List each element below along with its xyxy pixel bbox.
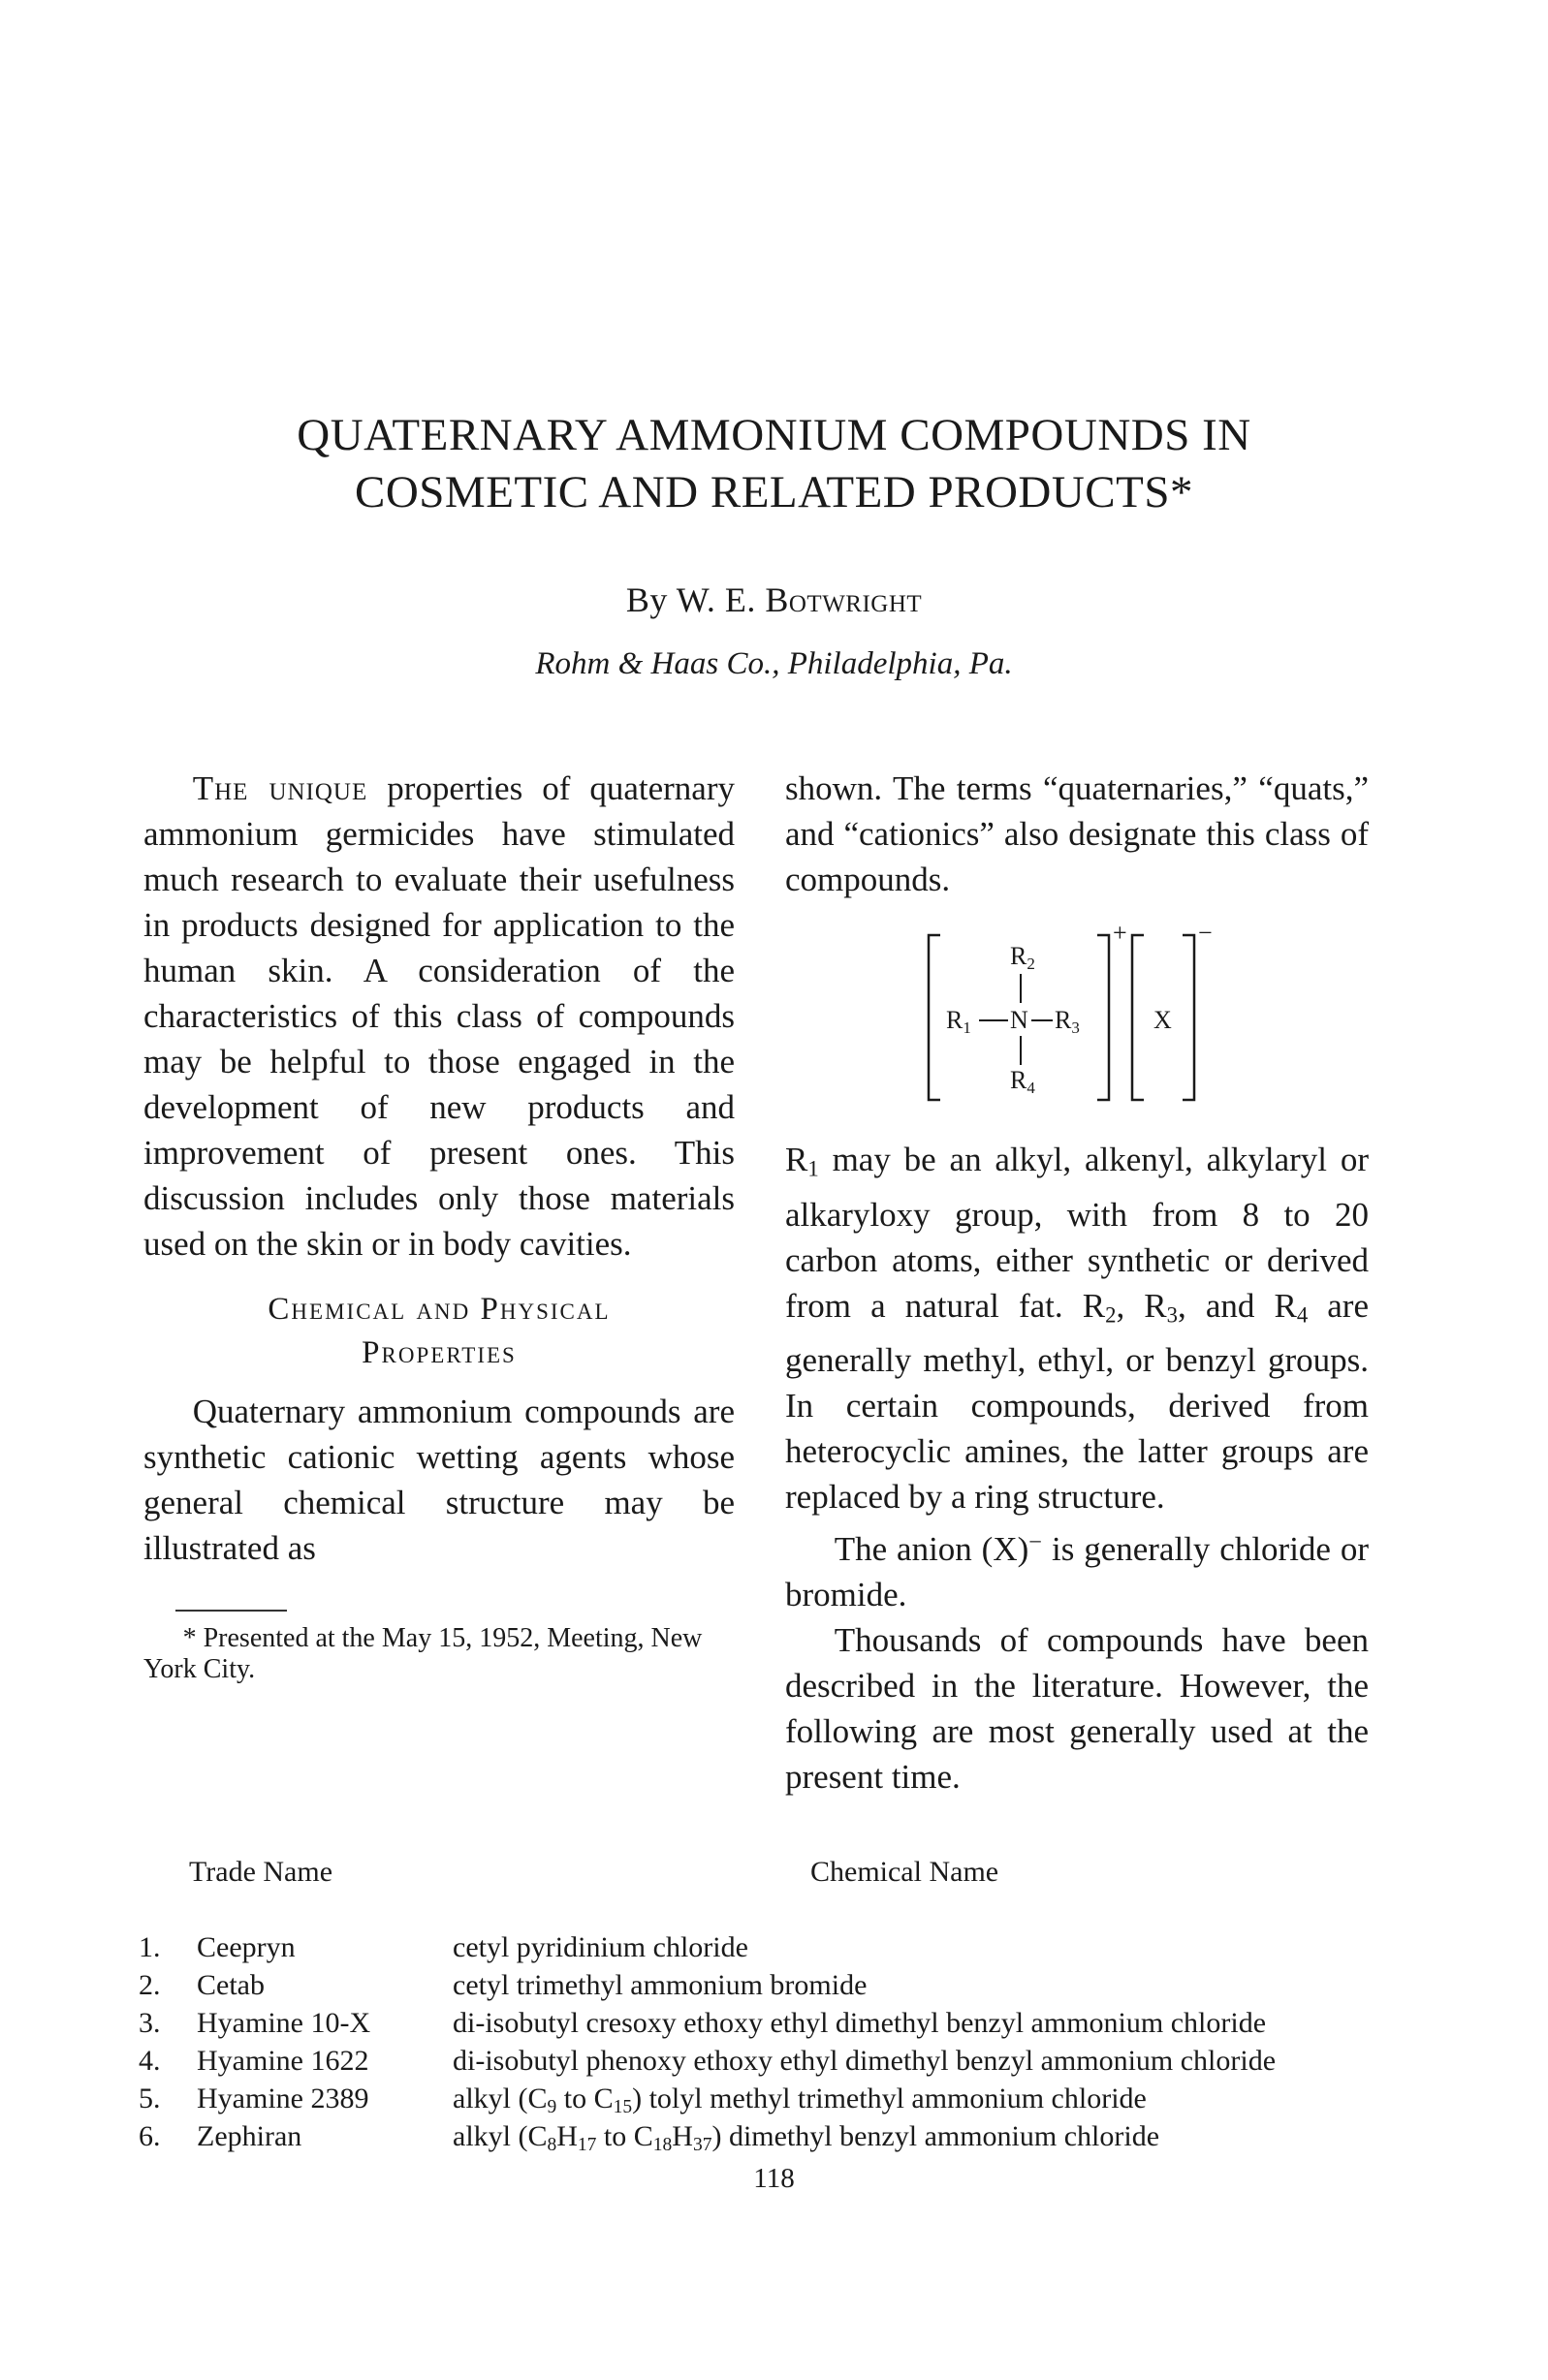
anion-label: X <box>1153 1006 1172 1034</box>
cation-charge: + <box>1113 920 1127 947</box>
header-chemical-name: Chemical Name <box>810 1856 999 1888</box>
r1-text: R <box>785 1141 808 1178</box>
terms-paragraph: shown. The terms “quaternaries,” “quats,” and “cationics” also designate this class of compounds. <box>785 769 1369 898</box>
table-row <box>0 2042 1548 2080</box>
author-name: Botwright <box>765 580 923 619</box>
r3-label: R3 <box>1055 1006 1080 1037</box>
table-row <box>0 1966 1548 2004</box>
chemical-name: alkyl ($C_9$ to $C_{15}$) tolyl methyl trimethyl ammonium chloride <box>453 2082 1147 2117</box>
table-row <box>0 2117 1548 2155</box>
substituents-paragraph <box>785 1137 1369 1519</box>
r4-label: R4 <box>1010 1066 1035 1097</box>
trade-name: Hyamine 1622 <box>197 2045 369 2077</box>
r2-sub: 2 <box>1105 1302 1117 1328</box>
section-heading-line-2: Properties <box>362 1335 517 1370</box>
row-number: 4. <box>139 2045 161 2077</box>
structural-formula <box>785 920 1369 1113</box>
intro-lead: The unique <box>192 769 368 807</box>
left-column <box>143 766 735 1685</box>
substituents-text-1: may be an alkyl, alkenyl, alkylaryl or alkaryloxy group, with from 8 to 20 carbon atoms, either synthetic or derived from a natural fat. <box>785 1141 1369 1325</box>
anion-text-1: The anion (X) <box>834 1530 1029 1569</box>
r3-sub: 3 <box>1166 1302 1179 1328</box>
cation-bracket-left <box>929 935 940 1100</box>
affiliation: Rohm & Haas Co., Philadelphia, Pa. <box>535 646 1013 681</box>
r3-text: , R <box>1116 1286 1167 1325</box>
cation-bracket-right <box>1097 935 1109 1100</box>
title-line-1: QUATERNARY AMMONIUM COMPOUNDS IN <box>297 410 1251 460</box>
anion-bracket-right <box>1183 935 1194 1100</box>
trade-name: Hyamine 10-X <box>197 2007 371 2039</box>
r2-text: R <box>1082 1286 1106 1325</box>
nitrogen-label: N <box>1010 1006 1028 1034</box>
anion-text-2: is generally chloride or bromide. <box>785 1530 1369 1614</box>
r2-label: R2 <box>1010 942 1035 973</box>
section-heading <box>143 1288 735 1375</box>
formula-diagram <box>785 920 1369 1113</box>
intro-paragraph <box>143 766 735 1267</box>
byline-prefix: By W. E. <box>625 580 766 619</box>
chemical-name: cetyl pyridinium chloride <box>453 1931 748 1963</box>
r1-label: R1 <box>946 1006 971 1037</box>
footnote: * Presented at the May 15, 1952, Meeting, New York City. <box>143 1623 703 1684</box>
footnote-rule <box>175 1610 287 1612</box>
anion-charge-text: − <box>1028 1529 1043 1556</box>
compounds-paragraph: Thousands of compounds have been described in the literature. However, the following are most generally used at the present time. <box>785 1621 1369 1797</box>
row-number: 3. <box>139 2007 161 2039</box>
intro-text: properties of quaternary ammonium germicides have stimulated much research to evaluate their usefulness in products designed for application to the human skin. A consideration of the characteristics of this class of compounds may be helpful to those engaged in the development of new products and improvement of present ones. This discussion includes only those materials used on the skin or in body cavities. <box>143 769 735 1263</box>
trade-name: Ceepryn <box>197 1931 296 1963</box>
trade-name: Cetab <box>197 1969 265 2001</box>
article-title <box>0 407 1548 521</box>
trade-name: Hyamine 2389 <box>197 2082 369 2114</box>
table-row <box>0 2004 1548 2042</box>
chemical-name: cetyl trimethyl ammonium bromide <box>453 1969 868 2001</box>
anion-charge: − <box>1198 920 1213 947</box>
chemical-name: alkyl ($C_8H_{17}$ to $C_{18}H_{37}$) dimethyl benzyl ammonium chloride <box>453 2120 1160 2155</box>
r4-sub: 4 <box>1296 1302 1309 1328</box>
chemical-name: di-isobutyl phenoxy ethoxy ethyl dimethyl benzyl ammonium chloride <box>453 2045 1277 2077</box>
trade-name: Zephiran <box>197 2120 302 2152</box>
right-column <box>785 766 1369 1800</box>
chemical-name: di-isobutyl cresoxy ethoxy ethyl dimethyl benzyl ammonium chloride <box>453 2007 1267 2039</box>
byline <box>0 579 1548 620</box>
row-number: 5. <box>139 2082 161 2114</box>
row-number: 2. <box>139 1969 161 2001</box>
row-number: 6. <box>139 2120 161 2152</box>
header-trade-name: Trade Name <box>189 1856 333 1888</box>
table-row <box>0 2080 1548 2117</box>
substituents-text-2: are generally methyl, ethyl, or benzyl groups. In certain compounds, derived from heterocyclic amines, the latter groups are replaced by a ring structure. <box>785 1286 1369 1517</box>
section-heading-line-1: Chemical and Physical <box>268 1292 611 1327</box>
anion-bracket-left <box>1132 935 1144 1100</box>
row-number: 1. <box>139 1931 161 1963</box>
chem-structure-paragraph: Quaternary ammonium compounds are synthetic cationic wetting agents whose general chemical structure may be illustrated as <box>143 1393 735 1567</box>
title-line-2: COSMETIC AND RELATED PRODUCTS* <box>355 467 1193 517</box>
r1-sub: 1 <box>807 1156 819 1181</box>
anion-paragraph <box>785 1519 1369 1617</box>
page-number: 118 <box>753 2163 795 2194</box>
r4-text: , and R <box>1178 1286 1297 1325</box>
table-row <box>0 1928 1548 1966</box>
